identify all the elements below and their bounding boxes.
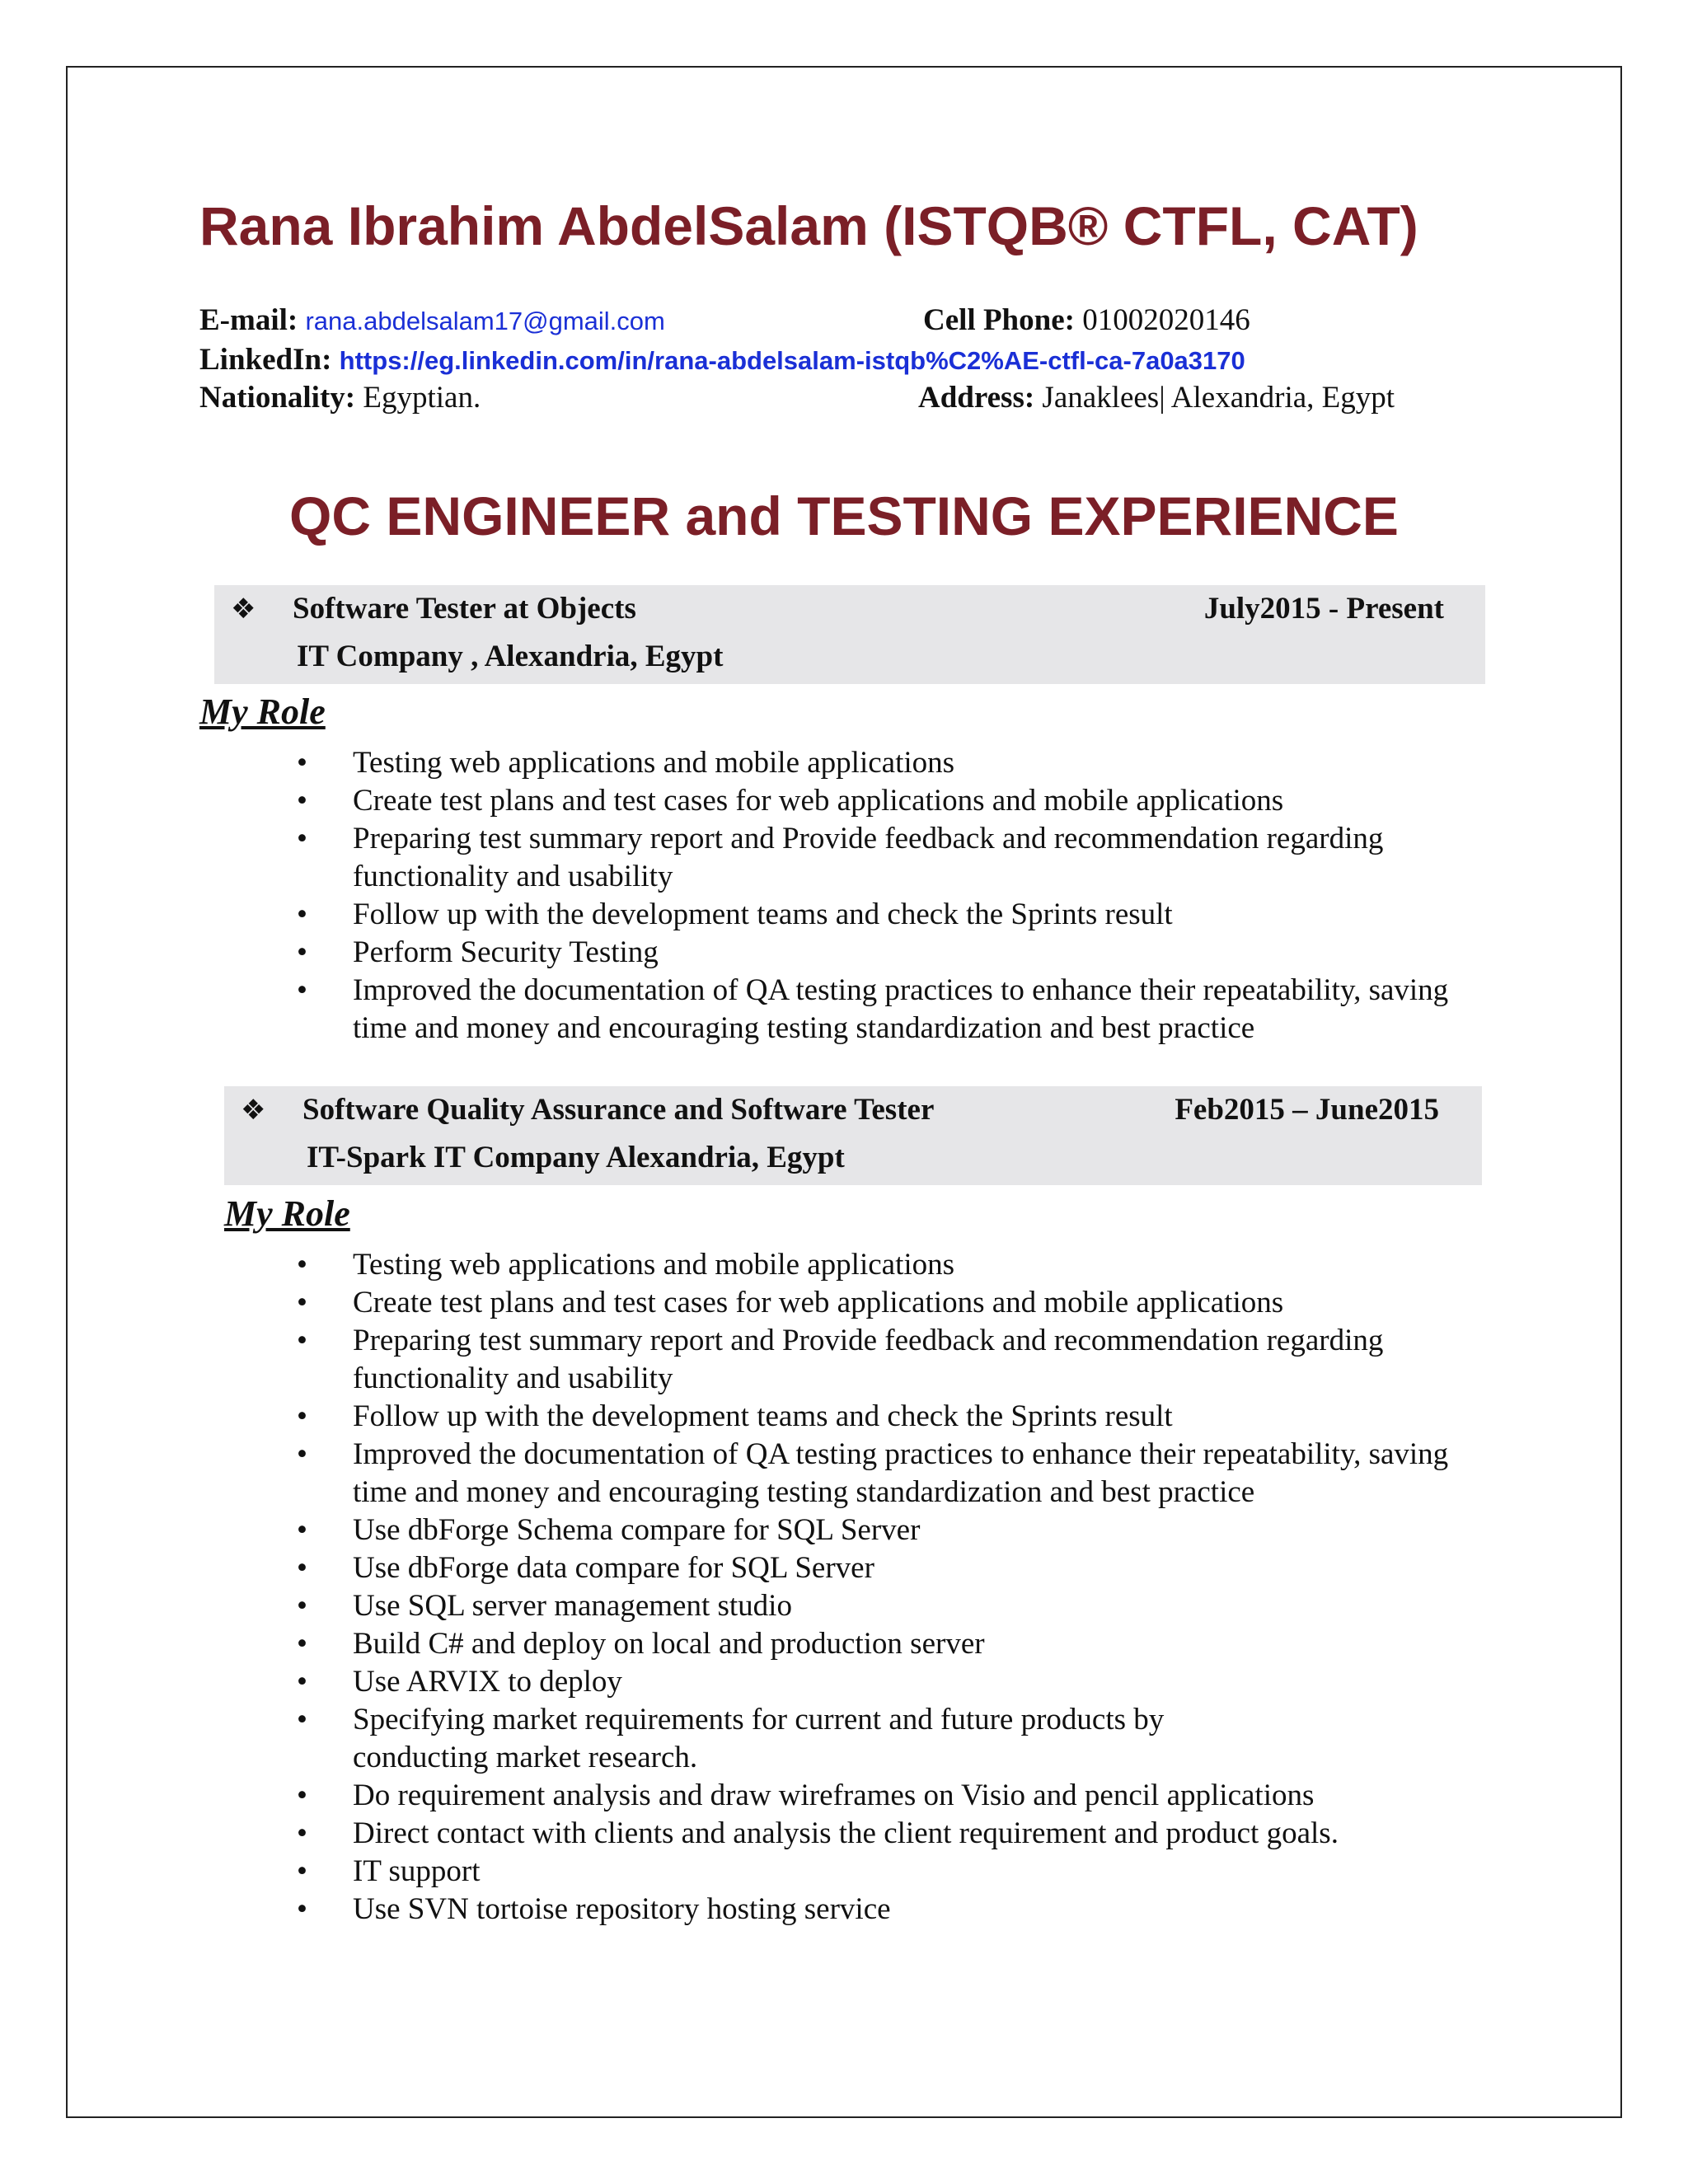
duties-list <box>297 744 1492 1047</box>
email-link[interactable]: rana.abdelsalam17@gmail.com <box>305 307 665 335</box>
list-item: • Direct contact with clients and analysis the client requirement and product goals. <box>297 1815 1492 1853</box>
address-row <box>918 382 1395 413</box>
linkedin-row <box>199 344 1245 375</box>
list-item: • Improved the documentation of QA testing practices to enhance their repeatability, saving time and money and encouraging testing standardization and best practice <box>297 1436 1492 1511</box>
phone-label: Cell Phone: <box>923 303 1075 337</box>
list-item: • Preparing test summary report and Provide feedback and recommendation regarding functionality and usability <box>297 820 1492 896</box>
list-item: • IT support <box>297 1853 1492 1891</box>
list-item: • Build C# and deploy on local and production server <box>297 1625 1492 1663</box>
linkedin-link[interactable]: https://eg.linkedin.com/in/rana-abdelsalam-istqb%C2%AE-ctfl-ca-7a0a3170 <box>339 346 1245 375</box>
job-title: Software Quality Assurance and Software Tester <box>302 1093 935 1127</box>
job-dates: July2015 - Present <box>1203 592 1444 626</box>
role-heading: My Role <box>224 1193 350 1234</box>
job-title: Software Tester at Objects <box>293 592 636 626</box>
section-title: QC ENGINEER and TESTING EXPERIENCE <box>289 485 1399 546</box>
diamond-bullet-icon: ❖ <box>231 593 256 626</box>
job-header <box>224 1086 1482 1185</box>
list-item: • Specifying market requirements for current and future products by conducting market research. <box>297 1701 1301 1777</box>
phone-value: 01002020146 <box>1082 303 1250 337</box>
nationality-label: Nationality: <box>199 381 356 415</box>
list-item: • Follow up with the development teams and check the Sprints result <box>297 1398 1492 1436</box>
list-item: • Use SQL server management studio <box>297 1587 1492 1625</box>
list-item: • Use ARVIX to deploy <box>297 1663 1492 1701</box>
duties-list <box>297 1246 1492 1929</box>
list-item: • Testing web applications and mobile applications <box>297 1246 1492 1284</box>
list-item: • Perform Security Testing <box>297 934 1492 972</box>
list-item: • Create test plans and test cases for web applications and mobile applications <box>297 1284 1492 1322</box>
linkedin-label: LinkedIn: <box>199 343 332 377</box>
nationality-value: Egyptian. <box>363 381 481 415</box>
list-item: • Improved the documentation of QA testing practices to enhance their repeatability, saving time and money and encouraging testing standardization and best practice <box>297 972 1492 1047</box>
list-item: • Use SVN tortoise repository hosting service <box>297 1891 1492 1929</box>
list-item: • Follow up with the development teams and check the Sprints result <box>297 896 1492 934</box>
job-header <box>214 585 1485 684</box>
email-label: E-mail: <box>199 303 298 337</box>
list-item: • Use dbForge data compare for SQL Server <box>297 1549 1492 1587</box>
address-label: Address: <box>918 381 1035 415</box>
list-item: • Use dbForge Schema compare for SQL Server <box>297 1511 1492 1549</box>
job-company: IT-Spark IT Company Alexandria, Egypt <box>307 1141 845 1174</box>
list-item: • Create test plans and test cases for web applications and mobile applications <box>297 782 1492 820</box>
role-heading: My Role <box>199 691 326 732</box>
email-row <box>199 305 665 335</box>
list-item: • Preparing test summary report and Provide feedback and recommendation regarding functionality and usability <box>297 1322 1492 1398</box>
list-item: • Testing web applications and mobile applications <box>297 744 1492 782</box>
job-company: IT Company , Alexandria, Egypt <box>297 640 724 673</box>
candidate-name: Rana Ibrahim AbdelSalam (ISTQB® CTFL, CAT) <box>199 195 1418 256</box>
address-value: Janaklees| Alexandria, Egypt <box>1042 381 1395 415</box>
job-dates: Feb2015 – June2015 <box>1175 1093 1439 1127</box>
phone-row <box>923 305 1250 335</box>
nationality-row <box>199 382 481 413</box>
list-item: • Do requirement analysis and draw wireframes on Visio and pencil applications <box>297 1777 1492 1815</box>
diamond-bullet-icon: ❖ <box>241 1094 266 1127</box>
